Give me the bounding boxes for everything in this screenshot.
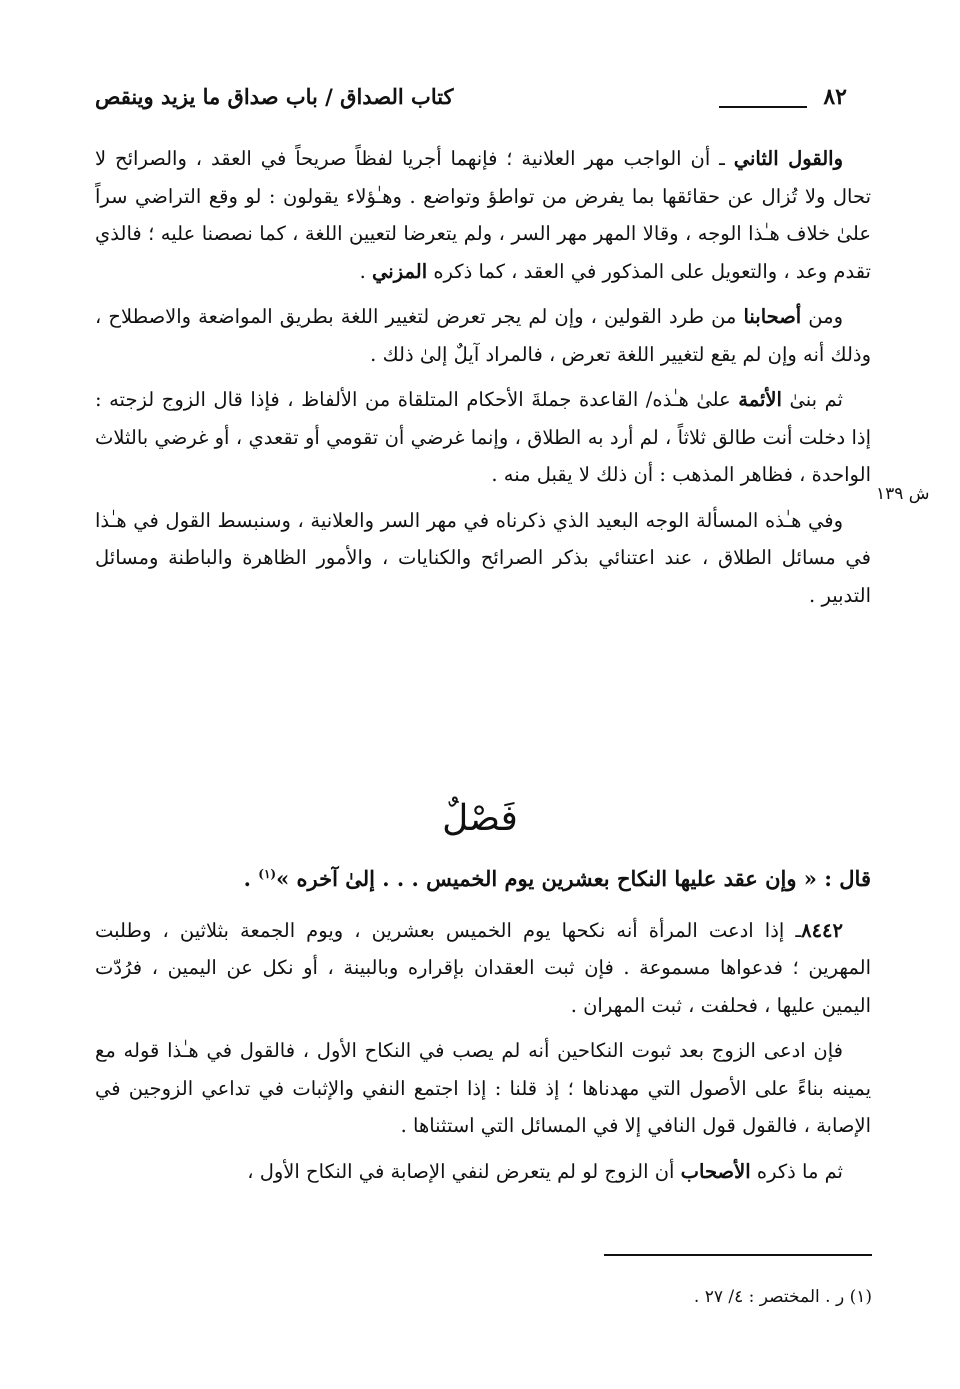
paragraph-pre: ثم بنىٰ <box>781 388 843 411</box>
paragraph-pre: ومن <box>801 305 843 328</box>
page-number: ٨٢ <box>823 84 847 110</box>
paragraph-companions <box>95 298 871 373</box>
running-header <box>95 84 847 124</box>
paragraph-issue <box>95 502 871 615</box>
paragraph-second-opinion <box>95 140 871 290</box>
paragraph-number: ٨٤٤٢ <box>801 918 843 942</box>
footnote-separator <box>604 1254 872 1256</box>
qala-heading <box>95 856 871 898</box>
fasl-heading: فَصْلٌ <box>442 798 518 839</box>
paragraph-bold: الأئمة <box>738 388 782 411</box>
fasl-ornament <box>420 790 540 846</box>
paragraph-husband-claim <box>95 1032 871 1145</box>
section-text <box>95 856 871 1198</box>
paragraph-text: من طرد القولين ، وإن لم يجر تعرض لتغيير اللغة بطريق المواضعة والاصطلاح ، وذلك أنه وإن لم يقع لتغيير اللغة تعرض ، فالمراد آيلٌ إلىٰ ذلك . <box>95 305 871 366</box>
header-rule <box>719 106 807 108</box>
qala-quote: « وإن عقد عليها النكاح بعشرين يوم الخميس . . . إلىٰ آخره » <box>276 866 817 891</box>
paragraph-text: فإن ادعى الزوج بعد ثبوت النكاحين أنه لم يصب في النكاح الأول ، فالقول في هـٰذا قوله مع يمينه بناءً على الأصول التي مهدناها ؛ إذ قلنا : إذا اجتمع النفي والإثبات في تداعي الزوجين في الإصابة ، فالقول قول النافي إلا في المسائل التي استثناها . <box>95 1039 871 1137</box>
scholar-name: المزني <box>372 259 428 283</box>
paragraph-continued <box>95 1153 871 1191</box>
footnote: (١) ر . المختصر : ٤/ ٢٧ . <box>693 1287 872 1307</box>
qala-label: قال : <box>824 866 871 891</box>
paragraph-numbered <box>95 912 871 1025</box>
main-text <box>95 140 871 622</box>
paragraph-imams <box>95 381 871 494</box>
paragraph-text: ـ إذا ادعت المرأة أنه نكحها يوم الخميس بعشرين ، ويوم الجمعة بثلاثين ، وطلبت المهرين ؛ فدعواها مسموعة . فإن ثبت العقدان بإقراره وبالبينة ، أو نكل عن اليمين ، فرُدّت اليمين عليها ، فحلفت ، ثبت المهران . <box>95 918 871 1017</box>
paragraph-text: أن الزوج لو لم يتعرض لنفي الإصابة في النكاح الأول ، <box>247 1159 681 1183</box>
paragraph-text: علىٰ هـٰذه/ القاعدة جملةَ الأحكام المتلقاة من الألفاظ ، فإذا قال الزوج لزجته : إذا دخلت أنت طالق ثلاثاً ، لم أرد به الطلاق ، وإنما غرضي أن تقومي أو تقعدي ، أو غرضي بالثلاث الواحدة ، فظاهر المذهب : أن ذلك لا يقبل منه . <box>95 388 871 486</box>
paragraph-bold: أصحابنا <box>743 305 802 328</box>
paragraph-text: وفي هـٰذه المسألة الوجه البعيد الذي ذكرناه في مهر السر والعلانية ، وسنبسط القول في هـٰذا في مسائل الطلاق ، عند اعتنائي بذكر الصرائح والكنايات ، والأمور الظاهرة والباطنة ومسائل التدبير . <box>95 508 871 607</box>
paragraph-text: ـ أن الواجب مهر العلانية ؛ فإنهما أجريا لفظاً صريحاً في العقد ، والصرائح لا تحال ولا تُزال عن حقائقها بما يفرض من تواطؤ وتواضع . وهـٰؤلاء يقولون : لو وقع التراضي سراً علىٰ خلاف هـٰذا الوجه ، وقالا المهر مهر السر ، ولم يتعرضا لتعيين اللغة ، كما نصصنا عليه ؛ فالذي تقدم وعد ، والتعويل على المذكور في العقد ، كما ذكره <box>95 147 871 283</box>
paragraph-lead: والقول الثاني <box>733 147 843 170</box>
paragraph-pre: ثم ما ذكره <box>750 1159 843 1183</box>
header-title: كتاب الصداق / باب صداق ما يزيد وينقص <box>95 84 454 109</box>
margin-reference: ش ١٣٩ <box>876 484 930 504</box>
paragraph-bold: الأصحاب <box>680 1159 751 1183</box>
footnote-ref: (١) <box>258 867 277 881</box>
qala-end: . <box>243 866 259 891</box>
paragraph-end: . <box>359 259 373 283</box>
